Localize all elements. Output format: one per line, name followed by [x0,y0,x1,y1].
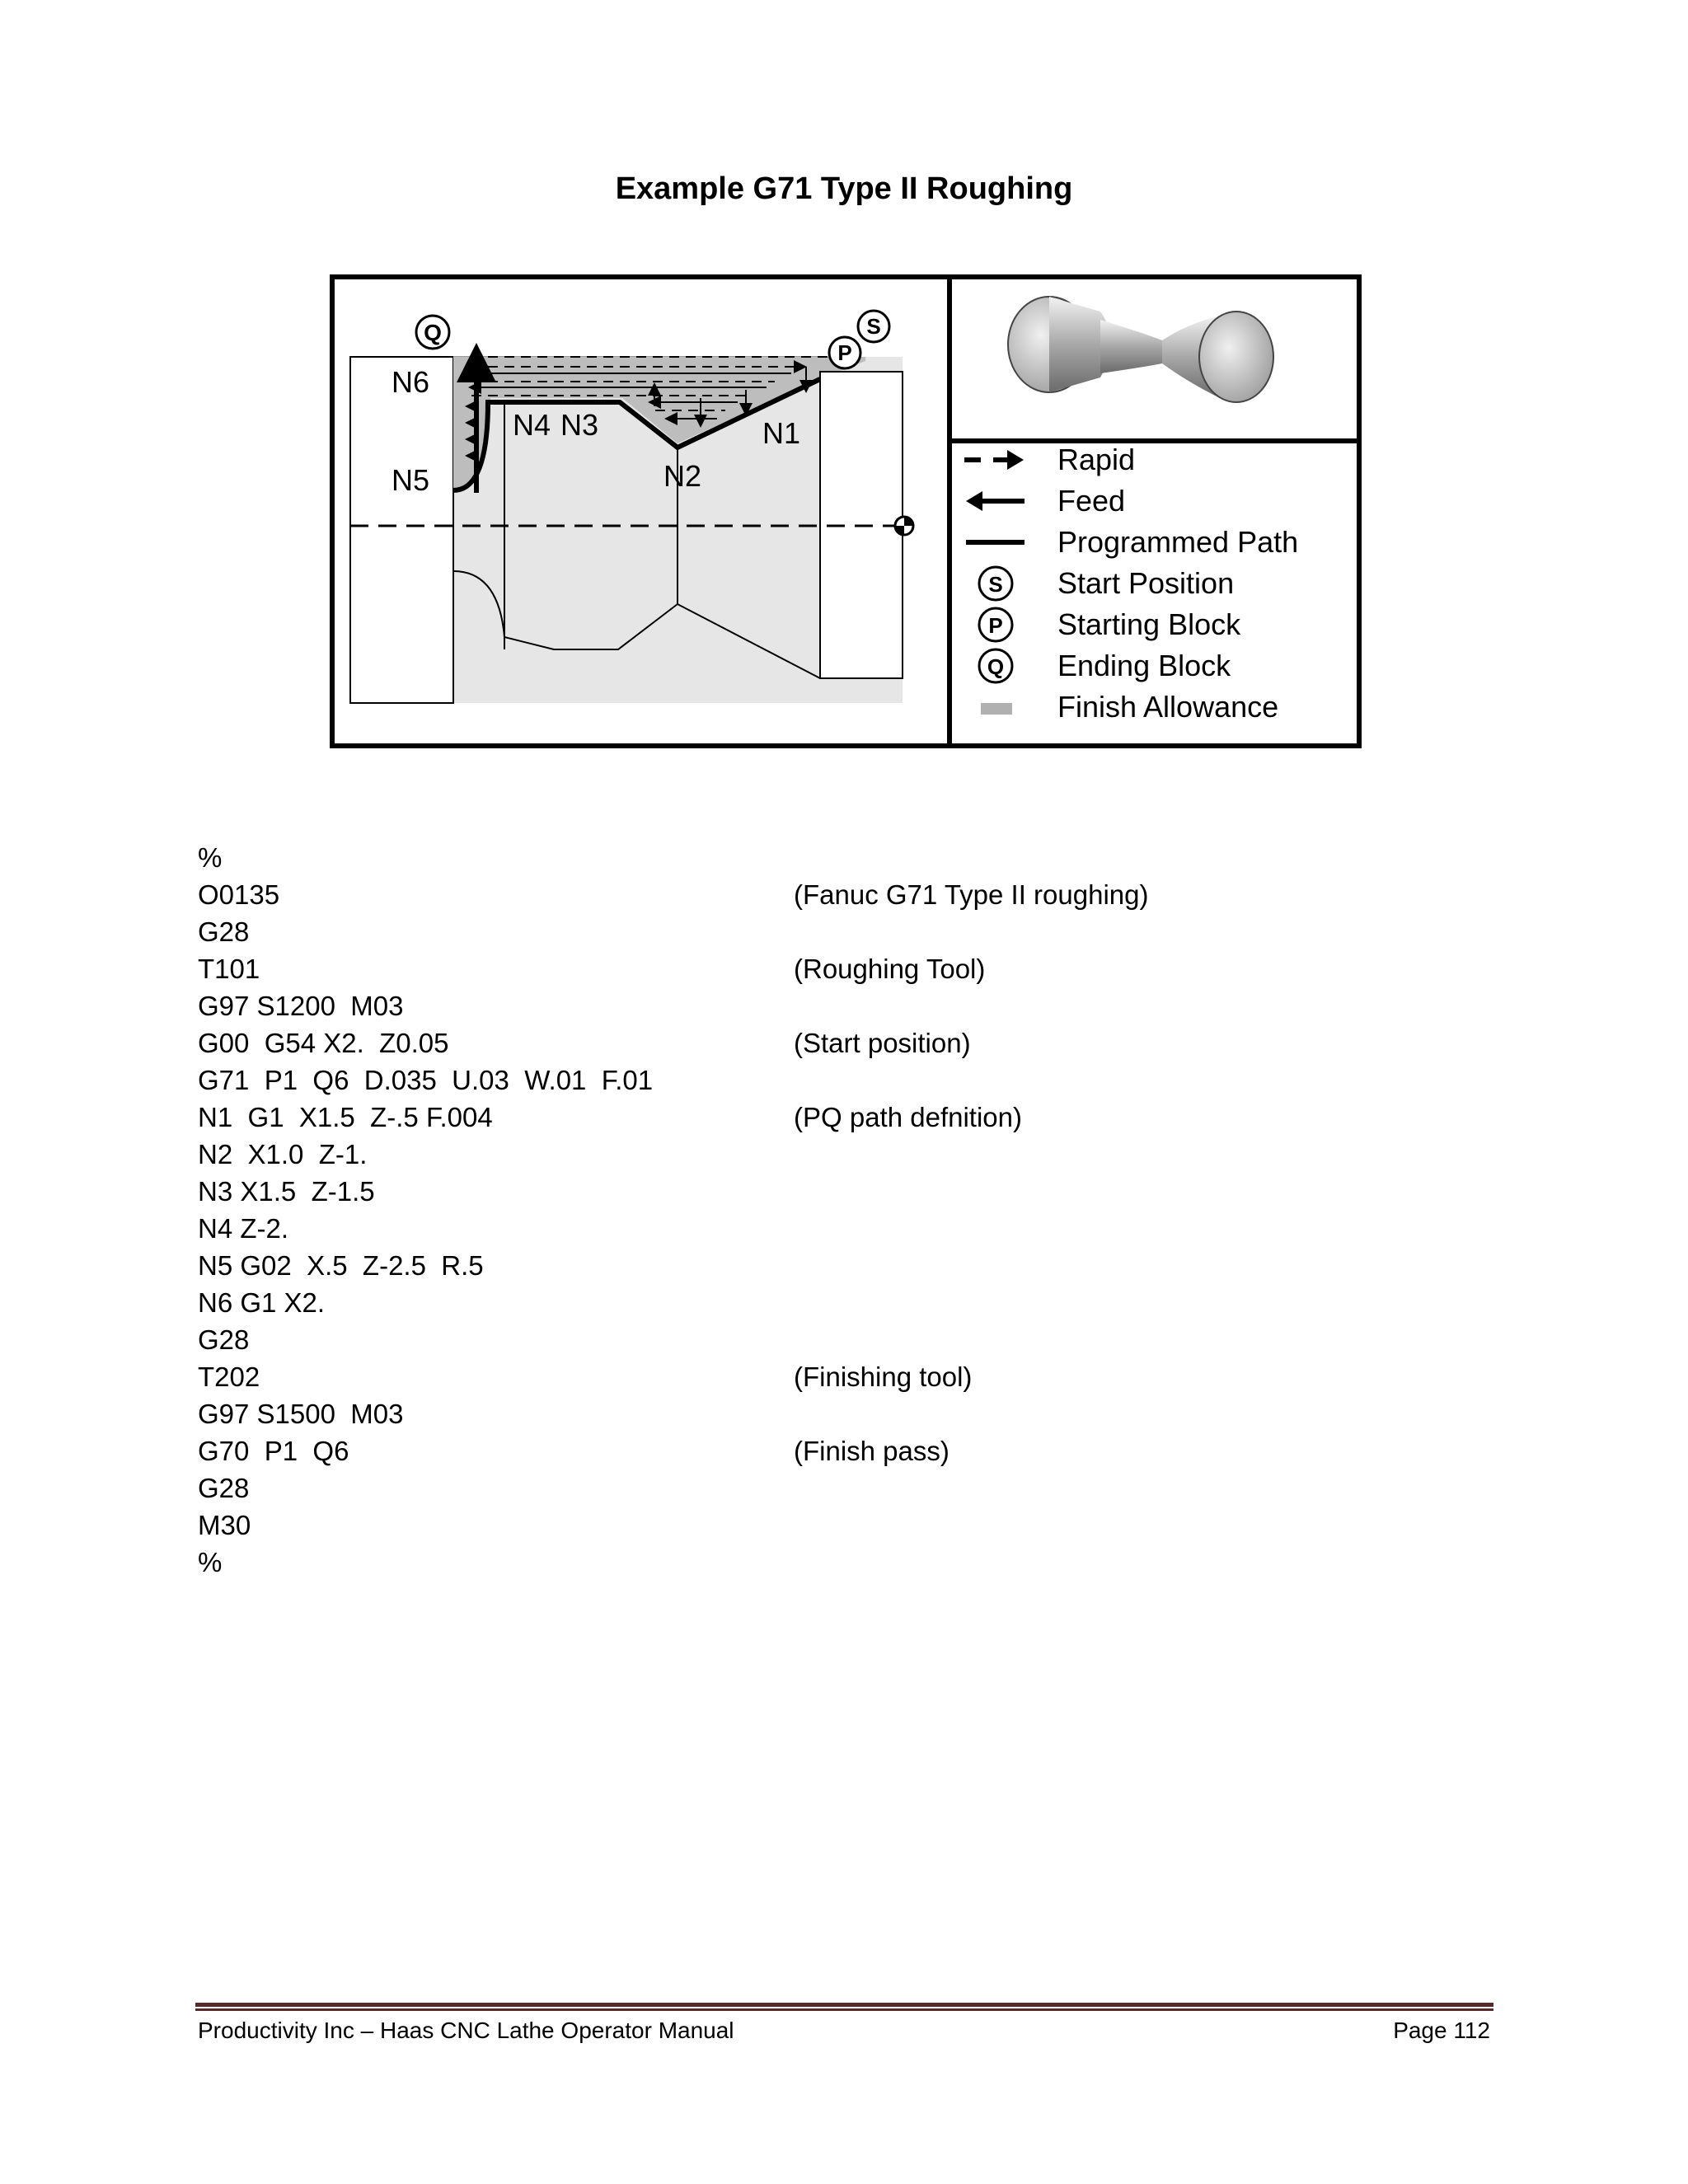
svg-text:P: P [837,340,852,365]
program-line [198,1284,1517,1321]
program-line [198,876,1517,913]
starting-block-icon [979,608,1012,641]
g71-diagram [330,274,1362,748]
finish-allowance-icon [981,703,1012,715]
program-line [198,1507,1517,1544]
program-line [198,1024,1517,1062]
q-marker [416,316,449,349]
gcode-text: N5 G02 X.5 Z-2.5 R.5 [198,1250,484,1281]
program-line [198,1099,1517,1136]
gcode-text: G71 P1 Q6 D.035 U.03 W.01 F.01 [198,1065,654,1095]
gcode-text: G28 [198,1473,250,1503]
label-n5: N5 [392,463,430,497]
svg-text:Q: Q [987,654,1005,679]
gcode-text: M30 [198,1510,251,1540]
gcode-text: O0135 [198,879,280,910]
program-line [198,1321,1517,1358]
gcode-text: N3 X1.5 Z-1.5 [198,1176,375,1207]
svg-text:Q: Q [424,320,442,345]
svg-text:Programmed Path: Programmed Path [1057,525,1299,559]
gcode-text: T202 [198,1361,260,1392]
gcode-text: G00 G54 X2. Z0.05 [198,1028,449,1058]
svg-text:S: S [988,572,1003,597]
gcode-text: G70 P1 Q6 [198,1436,349,1466]
program-line [198,1469,1517,1507]
gcode-text: % [198,842,223,873]
ending-block-icon [979,649,1012,682]
gcode-comment: (Finishing tool) [794,1361,973,1392]
gcode-comment: (Fanuc G71 Type II roughing) [794,879,1149,910]
s-marker [858,311,889,342]
program-line [198,1395,1517,1432]
gcode-text: G97 S1500 M03 [198,1399,404,1429]
footer-rule [195,2003,1493,2013]
program-line [198,1062,1517,1099]
svg-text:Start Position: Start Position [1057,566,1235,600]
svg-text:Rapid: Rapid [1057,443,1136,476]
gcode-text: T101 [198,954,260,984]
gcode-text: % [198,1547,223,1577]
gcode-text: N4 Z-2. [198,1213,289,1244]
label-n3: N3 [560,408,599,442]
label-n2: N2 [663,459,702,493]
label-n4: N4 [513,408,551,442]
gcode-comment: (Roughing Tool) [794,954,986,984]
gcode-text: G97 S1200 M03 [198,991,404,1021]
footer-page-number: Page 112 [1393,2018,1490,2043]
program-line [198,950,1517,987]
gcode-comment: (Finish pass) [794,1436,950,1466]
svg-text:Finish Allowance: Finish Allowance [1057,690,1279,724]
gcode-text: N1 G1 X1.5 Z-.5 F.004 [198,1102,493,1132]
gcode-text: G28 [198,1324,250,1355]
part-drawing [350,311,913,703]
svg-text:Feed: Feed [1057,484,1126,518]
p-marker [829,337,860,368]
start-position-icon [979,567,1012,600]
program-line [198,913,1517,950]
program-line [198,1173,1517,1210]
program-line [198,839,1517,876]
program-listing [198,839,1517,1581]
program-line [198,1432,1517,1469]
page-title: Example G71 Type II Roughing [615,171,1073,206]
svg-text:Ending Block: Ending Block [1057,649,1231,682]
svg-text:S: S [866,314,881,339]
program-line [198,1210,1517,1247]
footer-manual-title: Productivity Inc – Haas CNC Lathe Operator Manual [198,2018,734,2043]
gcode-comment: (Start position) [794,1028,971,1058]
program-line [198,1544,1517,1581]
gcode-comment: (PQ path defnition) [794,1102,1022,1132]
svg-text:Starting Block: Starting Block [1057,607,1241,641]
gcode-text: N2 X1.0 Z-1. [198,1139,368,1169]
svg-text:P: P [988,613,1003,638]
gcode-text: G28 [198,916,250,947]
label-n6: N6 [392,365,430,399]
program-line [198,987,1517,1024]
program-line [198,1136,1517,1173]
program-line [198,1247,1517,1284]
label-n1: N1 [762,416,801,450]
gcode-text: N6 G1 X2. [198,1287,326,1318]
program-line [198,1358,1517,1395]
